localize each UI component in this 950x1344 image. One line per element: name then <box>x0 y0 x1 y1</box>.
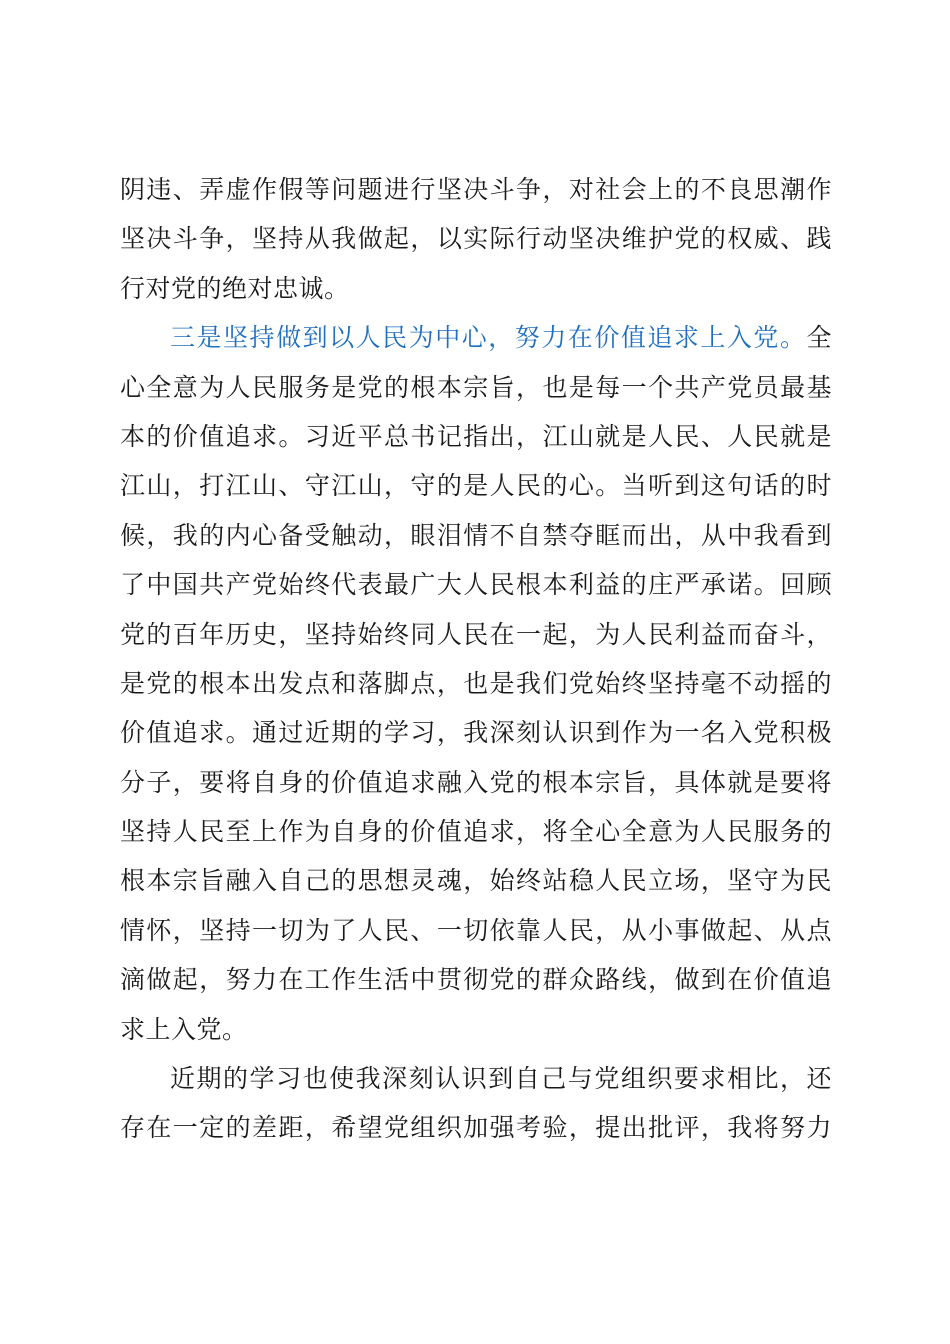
paragraph-1-line-3: 行对党的绝对忠诚。 <box>120 273 350 303</box>
paragraph-2-line-10: 分子，要将自身的价值追求融入党的根本宗旨，具体就是要将 <box>120 767 832 797</box>
paragraph-2-line-14: 滴做起，努力在工作生活中贯彻党的群众路线，做到在价值追 <box>120 965 832 995</box>
paragraph-2-line-8: 是党的根本出发点和落脚点，也是我们党始终坚持毫不动摇的 <box>120 668 832 698</box>
paragraph-3-line-2: 存在一定的差距，希望党组织加强考验，提出批评，我将努力 <box>120 1113 832 1143</box>
paragraph-2-line-6: 了中国共产党始终代表最广大人民根本利益的庄严承诺。回顾 <box>120 570 832 600</box>
document-body <box>120 165 832 1153</box>
paragraph-2-line-9: 价值追求。通过近期的学习，我深刻认识到作为一名入党积极 <box>120 718 832 748</box>
paragraph-1-line-1: 阴违、弄虚作假等问题进行坚决斗争，对社会上的不良思潮作 <box>120 175 832 204</box>
paragraph-2-line-4: 江山，打江山、守江山，守的是人民的心。当听到这句话的时 <box>120 471 832 501</box>
paragraph-2-first-line-rest: 全 <box>806 323 832 353</box>
paragraph-2-line-13: 情怀，坚持一切为了人民、一切依靠人民，从小事做起、从点 <box>120 915 832 945</box>
paragraph-2-line-7: 党的百年历史，坚持始终同人民在一起，为人民利益而奋斗， <box>120 619 832 649</box>
paragraph-2-line-11: 坚持人民至上作为自身的价值追求，将全心全意为人民服务的 <box>120 817 832 847</box>
paragraph-2-line-12: 根本宗旨融入自己的思想灵魂，始终站稳人民立场，坚守为民 <box>120 866 832 896</box>
paragraph-2-line-5: 候，我的内心备受触动，眼泪情不自禁夺眶而出，从中我看到 <box>120 520 832 550</box>
paragraph-2-line-2: 心全意为人民服务是党的根本宗旨，也是每一个共产党员最基 <box>120 372 832 402</box>
paragraph-2-line-15: 求上入党。 <box>120 1014 248 1044</box>
paragraph-3-line-1: 近期的学习也使我深刻认识到自己与党组织要求相比，还 <box>170 1064 832 1094</box>
paragraph-2-heading: 三是坚持做到以人民为中心，努力在价值追求上入党。 <box>170 323 807 353</box>
paragraph-2-line-3: 本的价值追求。习近平总书记指出，江山就是人民、人民就是 <box>120 421 832 451</box>
paragraph-2-line-1 <box>120 313 832 362</box>
paragraph-1-line-2: 坚决斗争，坚持从我做起，以实际行动坚决维护党的权威、践 <box>120 224 832 254</box>
